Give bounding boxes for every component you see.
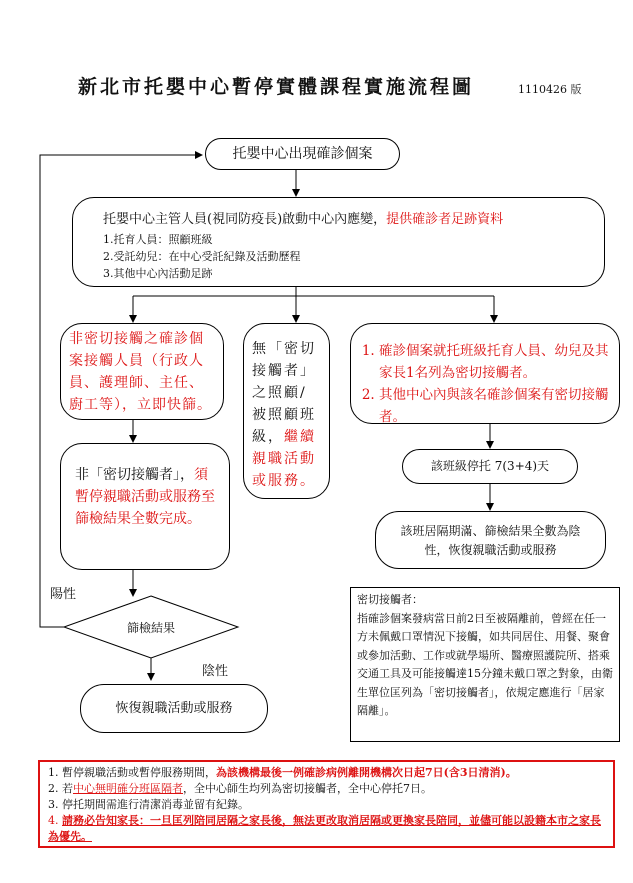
start-node bbox=[205, 138, 400, 170]
non-close-contact-screening-text: 非密切接觸之確診個案接觸人員（行政人員、護理師、主任、廚工等），立即快篩。 bbox=[69, 331, 212, 413]
footer-note-1-highlight: 為該機構最後一例確診病例離開機構次日起7日(含3日清消)。 bbox=[216, 766, 517, 779]
main-item: 2.受託幼兒：在中心受託紀錄及活動歷程 bbox=[103, 250, 301, 263]
restore-node bbox=[80, 684, 268, 733]
footer-note-2-text: 2. 若 bbox=[48, 782, 73, 795]
close-contact-item: 1. 確診個案就托班級托育人員、幼兒及其家長1名列為密切接觸者。 bbox=[379, 340, 611, 384]
no-close-contact-text: 無「密切接觸者」之照顧/被照顧班級， bbox=[252, 341, 316, 445]
footer-notes bbox=[38, 760, 615, 848]
footer-note-4-number: 4. bbox=[48, 814, 62, 827]
decision-label: 篩檢結果 bbox=[126, 621, 175, 635]
class-suspend-box bbox=[402, 449, 578, 484]
class-resume-text: 該班居隔期滿、篩檢結果全數為陰性，恢復親職活動或服務 bbox=[400, 524, 581, 557]
footer-note-2 bbox=[48, 781, 605, 797]
footer-note-3: 3. 停托期間需進行清潔消毒並留有紀錄。 bbox=[48, 798, 249, 811]
non-close-contact-screening-box bbox=[60, 323, 224, 420]
restore-node-label: 恢復親職活動或服務 bbox=[115, 701, 233, 716]
main-response-highlight: 提供確診者足跡資料 bbox=[386, 212, 504, 227]
main-response-box bbox=[72, 197, 605, 287]
main-item: 3.其他中心內活動足跡 bbox=[103, 267, 213, 280]
footer-note-2-highlight: 中心無明確分班區隔者 bbox=[73, 782, 183, 795]
note-body: 指確診個案發病當日前2日至被隔離前，曾經在任一方未佩戴口罩情況下接觸，如共同居住、用餐、聚會或參加活動、工作或就學場所、醫療照護院所、搭乘交通工具及可能接觸達15分鐘未戴口罩之對象，由衛生單位匡列為「密切接觸者」，依規定應進行「居家隔離」。 bbox=[357, 611, 613, 717]
footer-note-1-text: 1. 暫停親職活動或暫停服務期間， bbox=[48, 766, 216, 779]
footer-note-4-highlight: 請務必告知家長：一旦匡列陪同居隔之家長後，無法更改取消居隔或更換家長陪同，並儘可能以設籍本市之家長為優先。 bbox=[48, 814, 601, 843]
suspend-until-screening-box bbox=[60, 443, 230, 570]
close-contact-definition-note bbox=[350, 587, 620, 742]
suspend-until-screening-text: 須暫停親職活動或服務至篩檢結果全數完成。 bbox=[75, 467, 215, 527]
no-close-contact-highlight: 繼續親職活動或服務。 bbox=[252, 429, 316, 489]
class-suspend-text: 該班級停托 7(3+4)天 bbox=[430, 459, 550, 473]
main-response-items bbox=[103, 231, 604, 282]
close-contact-item: 2. 其他中心內與該名確診個案有密切接觸者。 bbox=[379, 384, 611, 428]
class-resume-box bbox=[375, 511, 606, 569]
suspend-until-screening-heading: 非「密切接觸者」， bbox=[75, 467, 194, 483]
no-close-contact-box bbox=[243, 323, 330, 499]
note-title: 密切接觸者： bbox=[357, 593, 423, 606]
page-title: 新北市托嬰中心暫停實體課程實施流程圖 bbox=[78, 76, 475, 98]
negative-label: 陰性 bbox=[202, 664, 229, 679]
main-response-text: 托嬰中心主管人員(視同防疫長)啟動中心內應變， bbox=[103, 212, 387, 227]
start-node-label: 托嬰中心出現確診個案 bbox=[232, 146, 373, 162]
positive-label: 陽性 bbox=[50, 587, 77, 602]
footer-note-2-tail: ，全中心師生均列為密切接觸者，全中心停托7日。 bbox=[183, 782, 432, 795]
close-contact-list bbox=[359, 340, 611, 428]
close-contact-list-box bbox=[350, 323, 620, 424]
version-label: 1110426 版 bbox=[518, 83, 582, 96]
main-item: 1.托育人員：照顧班級 bbox=[103, 233, 213, 246]
footer-note-4 bbox=[48, 813, 605, 845]
main-response-heading bbox=[103, 208, 604, 227]
footer-note-1 bbox=[48, 765, 605, 781]
